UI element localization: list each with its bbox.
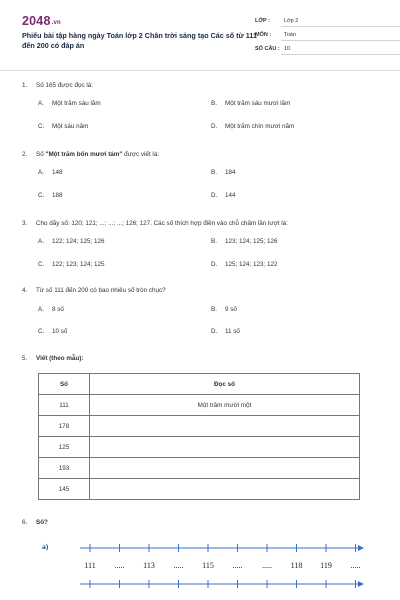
- table-row: [39, 458, 360, 479]
- table-cell-reading[interactable]: [90, 458, 360, 479]
- arrow-right-icon: [358, 581, 364, 587]
- worksheet-title: Phiếu bài tập hàng ngày Toán lớp 2 Chân trời sáng tạo Các số từ 111 đến 200 có đáp án: [22, 31, 257, 50]
- worksheet-page: 2048.vn Phiếu bài tập hàng ngày Toán lớp 2 Chân trời sáng tạo Các số từ 111 đến 200 có đáp án LỚP : Lớp 2 MÔN : Toán SỐ CÂU : 10 1. Số 165 được đọc là: A. Một trăm sáu lăm B. Một trăm sáu mươi lăm C. Một sáu năm D. Một trăm chín mươi năm 2. Số "Một trăm bốn mươi tám" được viết là: A. 148 B. 184 C. 188 D. 144 3. Cho dãy số: 120; 121; ...; ...; ...; 126; 127. Các số thích hợp điền vào chỗ chấm lần lượt là: A. 122; 124; 125; 126 B. 123; 124; 125; 126 C. 122; 123; 124; 125 D. 125; 124; 123; 122 4. Từ số 111 đến 200 có bao nhiêu số tròn chục? A. 8 số B. 9 số C. 10 số D. 11 số 5. Viết (theo mẫu): Số Đọc số 111 Một trăm mười một 178 125 193 145 6. Số? a) 111 ..... 113 ..... 115 ..... ..... 118 119 .....: [0, 0, 400, 600]
- site-logo[interactable]: 2048.vn: [22, 14, 61, 28]
- header-divider: [0, 70, 400, 71]
- number-line-value: 119: [320, 561, 332, 570]
- table-cell-reading[interactable]: Một trăm mười một: [90, 395, 360, 416]
- table-cell-number: 125: [39, 437, 90, 458]
- number-line-value: 113: [143, 561, 155, 570]
- table-header-reading: Đọc số: [90, 374, 360, 395]
- table-row: [39, 479, 360, 500]
- number-line-value: 118: [290, 561, 303, 570]
- table-cell-reading[interactable]: [90, 416, 360, 437]
- table-header-number: Số: [39, 374, 90, 395]
- table-row: [39, 416, 360, 437]
- number-line-value[interactable]: .....: [350, 561, 361, 570]
- number-line-value[interactable]: .....: [232, 561, 243, 570]
- number-line-value: 115: [202, 561, 214, 570]
- table-cell-number: 193: [39, 458, 90, 479]
- table-cell-reading[interactable]: [90, 437, 360, 458]
- table-row: [39, 395, 360, 416]
- table-cell-number: 111: [39, 395, 90, 416]
- table-header-row: [39, 374, 360, 395]
- table-cell-reading[interactable]: [90, 479, 360, 500]
- table-row: [39, 437, 360, 458]
- reading-table: [38, 373, 360, 500]
- arrow-right-icon: [358, 545, 364, 551]
- table-cell-number: 145: [39, 479, 90, 500]
- number-line-value[interactable]: .....: [173, 561, 184, 570]
- table-cell-number: 178: [39, 416, 90, 437]
- number-line-value[interactable]: .....: [114, 561, 125, 570]
- number-line-label: a): [42, 542, 49, 551]
- number-line-value[interactable]: .....: [262, 561, 272, 570]
- number-line-value: 111: [84, 561, 96, 570]
